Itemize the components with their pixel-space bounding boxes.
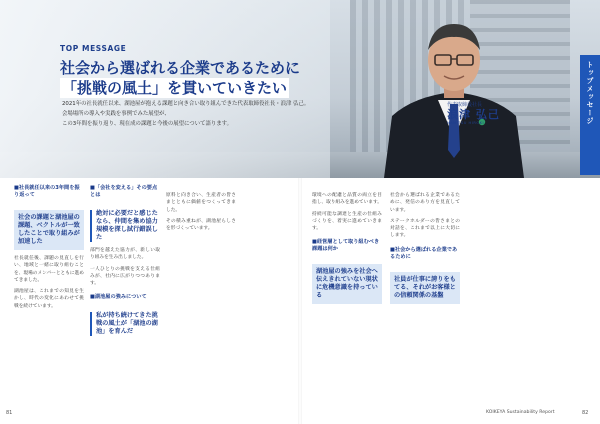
portrait-caption [447, 101, 500, 125]
section-title: ■社会から選ばれる企業であるために [390, 246, 458, 260]
section-title: ■経営層として取り組むべき課題は何か [312, 239, 380, 253]
page-gutter [298, 178, 302, 424]
caption-name: 浪津 弘己 [447, 108, 500, 121]
caption-roman: NAMITSU HIROKI [447, 121, 485, 125]
column-heading: 湖池屋の強みを社会へ伝えきれていない現状に危機意識を持っている [312, 264, 382, 304]
text-column [14, 178, 84, 406]
hero-photo [0, 0, 600, 178]
column-heading: 私が持ち続けてきた挑戦の風土が「湖池の湖池」を育んだ [90, 312, 160, 336]
body-paragraph: 部門を越えた協力が、新しい取り組みを生み出しました。 [90, 248, 160, 261]
body-paragraph: 社長就任後、課題の見直しを行い、地域と一緒に取り組むことを、現場のメンバーとともに進めてきました。 [14, 256, 84, 283]
lead-line: この3年間を振り返り、現在成の課題と今後の展望について語ります。 [62, 121, 232, 127]
column-heading: 絶対に必要だと感じたなら、仲間を集め協力規模を探し試行錯誤した [90, 210, 160, 242]
body-paragraph: ステークホルダーの皆さまとの対話を、これまで以上に大切にします。 [390, 218, 460, 239]
column-heading: 社会の課題と湖池屋の課題、ベクトルが一致したことで取り組みが加速した [14, 210, 84, 250]
body-paragraph: 原料と向き合い、生産者の皆さまとともに価値をつくってきました。 [166, 193, 236, 213]
text-column [312, 178, 382, 406]
lead-line: 2021年の社長就任以来、湖池屋が抱える課題と向き合い取り組んできた代表取締役社長・浪津 弘己。 [62, 101, 310, 107]
page-title [60, 58, 360, 98]
text-column [166, 178, 236, 406]
title-line-2: 「挑戦の風土」を貫いていきたい [62, 79, 288, 97]
side-tab [580, 55, 600, 175]
text-column [90, 178, 160, 406]
page-number: 81 [6, 410, 13, 416]
section-label: TOP MESSAGE [60, 44, 127, 53]
page-number: 82 [582, 410, 589, 416]
lead-line: 会場場所の導入や実践を事例でみた展望が、 [62, 111, 170, 117]
body-paragraph: その積み重ねが、湖池屋らしさを形づくっています。 [166, 218, 236, 232]
portrait-photo [374, 0, 534, 178]
title-line-1: 社会から選ばれる企業であるために [60, 59, 301, 77]
section-title: ■湖池屋の強みについて [90, 294, 147, 301]
body-paragraph: 一人ひとりの挑戦を支える仕組みが、社内に広がりつつあります。 [90, 266, 160, 287]
body-paragraph: 湖池屋は、これまでの知見を生かし、時代の変化にあわせて挑戦を続けています。 [14, 289, 84, 309]
column-heading: 社員が仕事に誇りをもてる、それがお客様との信頼関係の基盤 [390, 272, 460, 304]
caption-role: 代表取締役社長 [447, 102, 483, 108]
section-title: ■「会社を変える」その要点とは [90, 185, 158, 198]
text-column [390, 178, 460, 406]
side-tab-label: トップメッセージ [586, 61, 594, 125]
body-paragraph: 環境への配慮と品質の両立を目指し、取り組みを進めています。 [312, 193, 382, 206]
section-title: ■社長就任以来の3年間を振り返って [14, 185, 80, 198]
body-paragraph: 社会から選ばれる企業であるために、発信のあり方を見直しています。 [390, 193, 460, 213]
body-paragraph: 持続可能な調達と生産の仕組みづくりを、着実に進めていきます。 [312, 211, 382, 232]
footer-report-name: KOIKEYA Sustainability Report [486, 410, 555, 415]
lead-paragraph [62, 99, 362, 129]
